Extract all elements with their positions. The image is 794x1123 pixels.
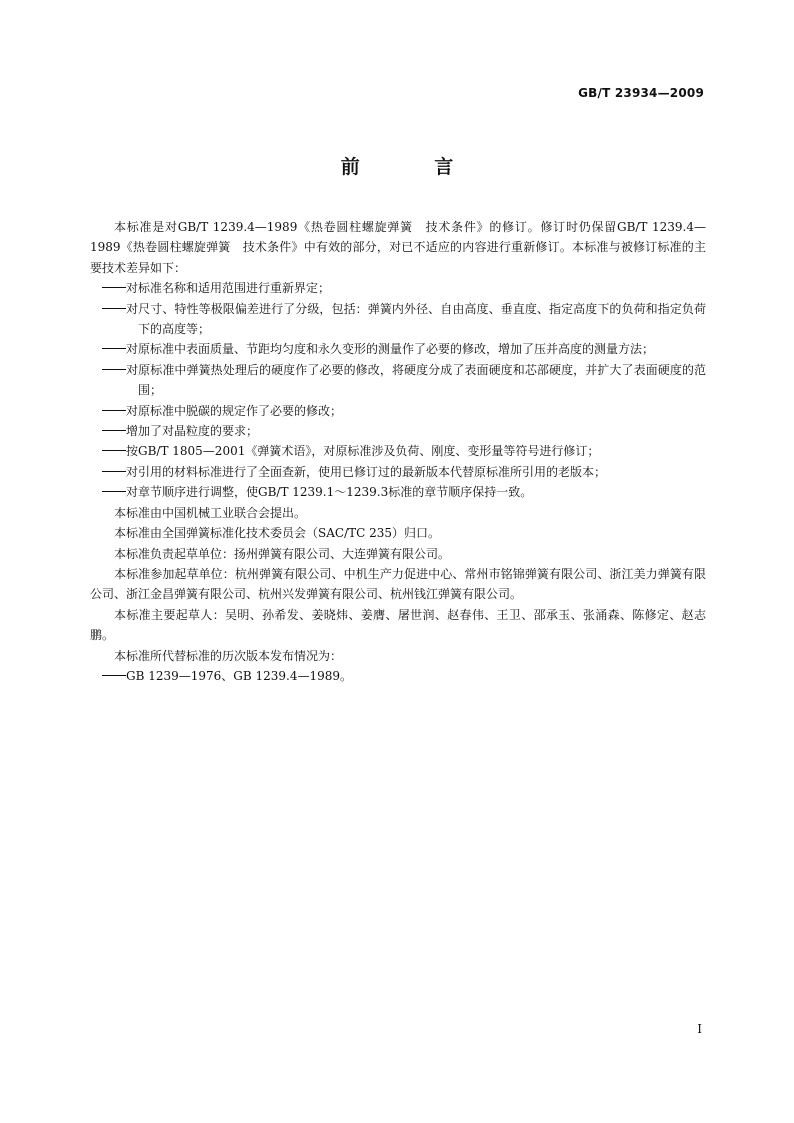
difference-item: 增加了对晶粒度的要求； [90,421,706,441]
preface-body [90,217,706,686]
participating-units-paragraph: 本标准参加起草单位：杭州弹簧有限公司、中机生产力促进中心、常州市铭锦弹簧有限公司、浙江美力弹簧有限公司、浙江金昌弹簧有限公司、杭州兴发弹簧有限公司、杭州钱江弹簧有限公司。 [90,566,706,602]
dash-mark [102,369,126,370]
page-number: I [697,1022,702,1036]
dash-mark [102,491,126,492]
difference-item: 对标准名称和适用范围进行重新界定； [90,278,706,298]
proposed-by-paragraph: 本标准由中国机械工业联合会提出。 [114,505,307,520]
page-title: 前 言 [340,156,488,178]
dash-mark [102,450,126,451]
difference-item: 对原标准中脱碳的规定作了必要的修改； [90,401,706,421]
intro-paragraph: 本标准是对GB/T 1239.4—1989《热卷圆柱螺旋弹簧 技术条件》的修订。修订时仍保留GB/T 1239.4—1989《热卷圆柱螺旋弹簧 技术条件》中有效的部分，对已不适应的内容进行重新修订。本标准与被修订标准的主要技术差异如下： [90,220,706,275]
difference-item: 按GB/T 1805—2001《弹簧术语》，对原标准涉及负荷、刚度、变形量等符号进行修订； [90,441,706,461]
dash-mark [102,410,126,411]
dash-mark [102,287,126,288]
drafters-paragraph: 本标准主要起草人：吴明、孙希发、姜晓炜、姜膺、屠世润、赵春伟、王卫、邵承玉、张涌森、陈修定、赵志鹏。 [90,607,706,643]
history-item: GB 1239—1976、GB 1239.4—1989。 [90,666,706,686]
dash-mark [102,348,126,349]
difference-item: 对章节顺序进行调整，使GB/T 1239.1～1239.3标准的章节顺序保持一致。 [90,482,706,502]
standard-code: GB/T 23934—2009 [578,86,704,100]
difference-item: 对原标准中弹簧热处理后的硬度作了必要的修改，将硬度分成了表面硬度和芯部硬度，并扩大了表面硬度的范围； [90,360,706,401]
difference-item: 对原标准中表面质量、节距均匀度和永久变形的测量作了必要的修改，增加了压并高度的测量方法； [90,339,706,359]
dash-mark [102,430,126,431]
difference-item: 对引用的材料标准进行了全面查新，使用已修订过的最新版本代替原标准所引用的老版本； [90,462,706,482]
history-intro-paragraph: 本标准所代替标准的历次版本发布情况为： [114,648,343,663]
dash-mark [102,308,126,309]
drafting-unit-paragraph: 本标准负责起草单位：扬州弹簧有限公司、大连弹簧有限公司。 [114,546,451,561]
managed-by-paragraph: 本标准由全国弹簧标准化技术委员会（SAC/TC 235）归口。 [114,526,441,541]
difference-item: 对尺寸、特性等极限偏差进行了分级，包括：弹簧内外径、自由高度、垂直度、指定高度下的负荷和指定负荷下的高度等； [90,299,706,340]
dash-mark [102,471,126,472]
dash-mark [102,675,126,676]
